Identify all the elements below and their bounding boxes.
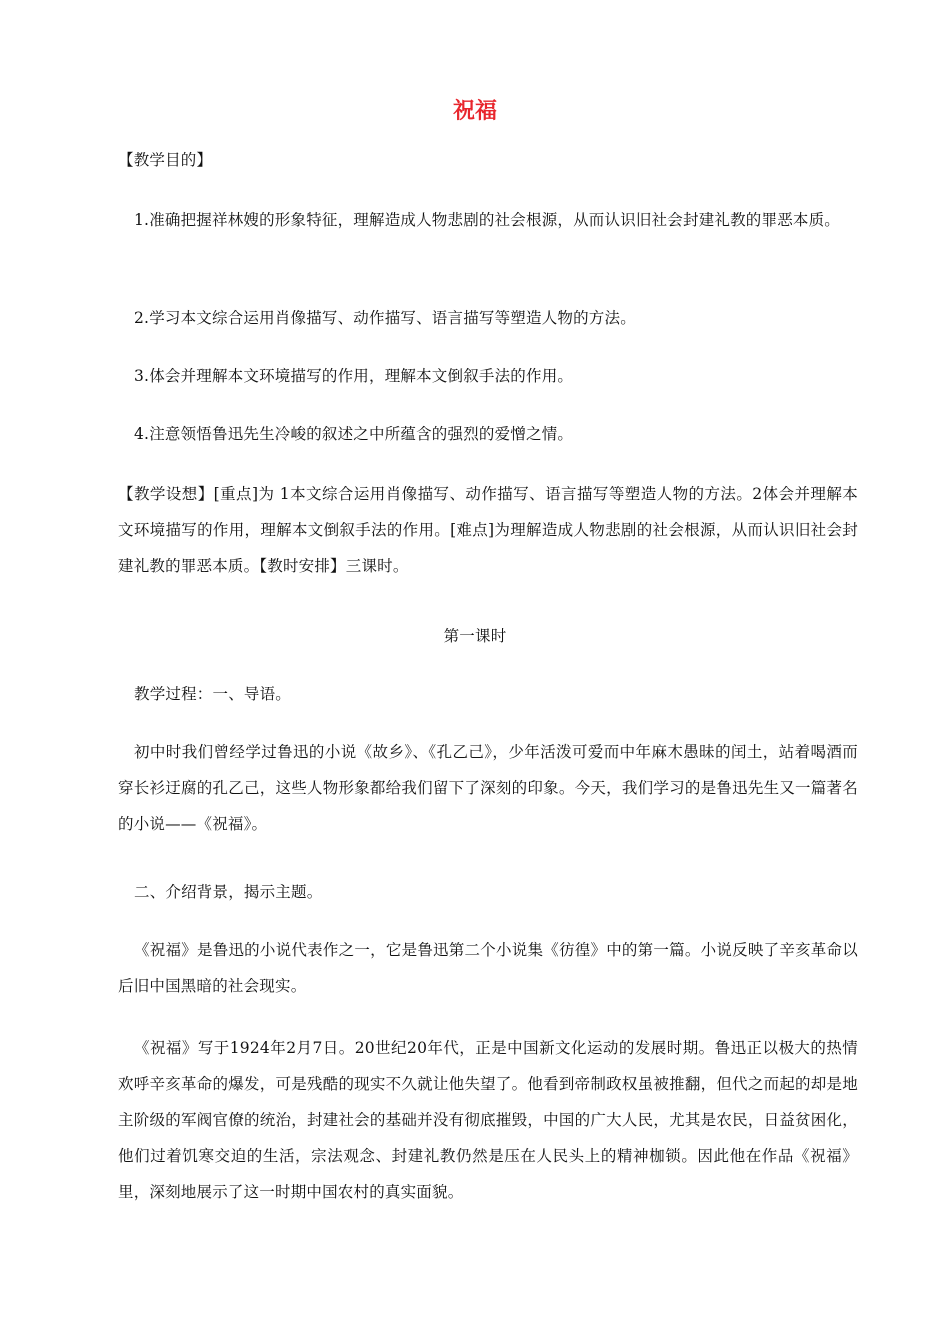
objective-4: 4.注意领悟鲁迅先生冷峻的叙述之中所蕴含的强烈的爱憎之情。 <box>134 425 574 443</box>
intro-paragraph: 初中时我们曾经学过鲁迅的小说《故乡》、《孔乙己》，少年活泼可爱而中年麻木愚昧的闰土，站着喝酒而穿长衫迂腐的孔乙己，这些人物形象都给我们留下了深刻的印象。今天，我们学习的是鲁迅先生又一篇著名的小说——《祝福》。 <box>118 743 858 833</box>
objective-1: 1.准确把握祥林嫂的形象特征，理解造成人物悲剧的社会根源，从而认识旧社会封建礼教的罪恶本质。 <box>134 211 840 229</box>
background-paragraph-2: 《祝福》写于1924年2月7日。20世纪20年代，正是中国新文化运动的发展时期。鲁迅正以极大的热情欢呼辛亥革命的爆发，可是残酷的现实不久就让他失望了。他看到帝制政权虽被推翻，但代之而起的却是地主阶级的军阀官僚的统治，封建社会的基础并没有彻底摧毁，中国的广大人民，尤其是农民，日益贫困化，他们过着饥寒交迫的生活，宗法观念、封建礼教仍然是压在人民头上的精神枷锁。因此他在作品《祝福》里，深刻地展示了这一时期中国农村的真实面貌。 <box>118 1039 858 1201</box>
background-heading: 二、介绍背景，揭示主题。 <box>134 883 323 901</box>
lesson-heading: 第一课时 <box>443 627 507 645</box>
teaching-design-paragraph: 【教学设想】[重点]为 1本文综合运用肖像描写、动作描写、语言描写等塑造人物的方法。2体会并理解本文环境描写的作用，理解本文倒叙手法的作用。[难点]为理解造成人物悲剧的社会根源，从而认识旧社会封建礼教的罪恶本质。【教时安排】三课时。 <box>118 485 858 575</box>
objective-3: 3.体会并理解本文环境描写的作用，理解本文倒叙手法的作用。 <box>134 367 574 385</box>
background-paragraph-1: 《祝福》是鲁迅的小说代表作之一，它是鲁迅第二个小说集《彷徨》中的第一篇。小说反映了辛亥革命以后旧中国黑暗的社会现实。 <box>118 941 858 995</box>
objective-2: 2.学习本文综合运用肖像描写、动作描写、语言描写等塑造人物的方法。 <box>134 309 636 327</box>
objectives-heading: 【教学目的】 <box>118 151 213 169</box>
document-title: 祝福 <box>452 99 497 124</box>
process-heading: 教学过程：一、导语。 <box>134 685 292 703</box>
